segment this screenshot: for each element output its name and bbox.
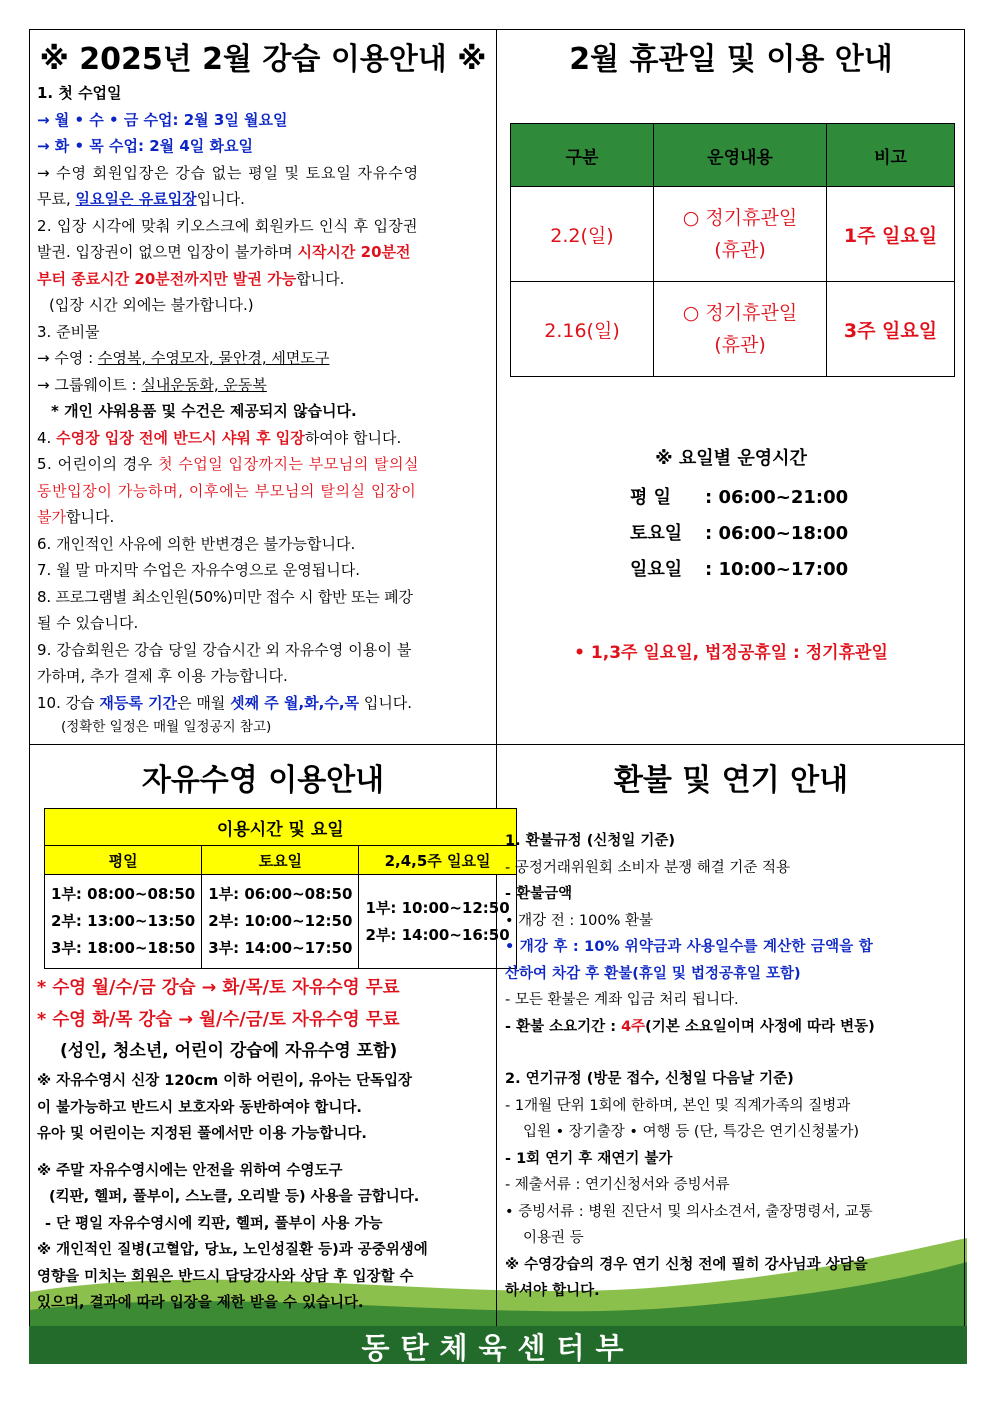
reregistration-days: 셋째 주 월,화,수,목 <box>230 693 360 712</box>
child-note-3 <box>37 504 489 531</box>
day: 토요일 <box>630 523 683 544</box>
text: • 개강 전 : 100% 환불 <box>505 912 653 929</box>
text: ※ 개인적인 질병(고혈압, 당뇨, 노인성질환 등)과 공중위생에 <box>37 1242 428 1258</box>
text: 4. <box>37 428 57 447</box>
free-swim-table <box>44 808 517 969</box>
text: 수영복, 수영모자, 물안경, 세면도구 <box>97 349 330 367</box>
refund-period-highlight: 4주 <box>621 1018 646 1035</box>
table-row <box>511 187 955 282</box>
text: - 1회 연기 후 재연기 불가 <box>505 1150 673 1167</box>
text: ※ 수영강습의 경우 연기 신청 전에 필히 강사님과 상담을 <box>505 1256 868 1273</box>
text: → 그룹웨이트 : <box>37 375 142 394</box>
text: 1부: 08:00~08:50 <box>51 885 196 903</box>
header-saturday: 토요일 <box>202 846 359 875</box>
closure-title: 2월 휴관일 및 이용 안내 <box>569 42 893 77</box>
text: 입원 • 장기출장 • 여행 등 (단, 특강은 연기신청불가) <box>523 1124 860 1140</box>
row-content <box>654 187 827 282</box>
child-note-2: 동반입장이 가능하며, 이후에는 부모님의 탈의실 입장이 <box>37 481 417 500</box>
text: - 단 평일 자유수영시에 킥판, 헬퍼, 풀부이 사용 가능 <box>45 1215 383 1232</box>
closure-table <box>510 123 955 377</box>
text: 발권. 입장권이 없으면 입장이 불가하며 <box>37 243 298 261</box>
supplies-weight <box>37 372 489 399</box>
child-highlight: 첫 수업일 입장까지는 부모님의 탈의실 <box>158 455 419 473</box>
kiosk-note: 2. 입장 시각에 맞춰 키오스크에 회원카드 인식 후 입장권 <box>37 216 418 235</box>
text: → 수영 : <box>37 349 98 367</box>
table-row <box>511 282 955 377</box>
text: (휴관) <box>714 334 766 356</box>
text: • 증빙서류 : 병원 진단서 및 의사소견서, 출장명령서, 교통 <box>505 1203 873 1220</box>
row-date: 2.16(일) <box>511 282 654 377</box>
towel-note: * 개인 샤워용품 및 수건은 제공되지 않습니다. <box>51 402 357 420</box>
mwf-first-class: → 월 • 수 • 금 수업: 2월 3일 월요일 <box>37 110 288 129</box>
free-swim-note: → 수영 회원입장은 강습 없는 평일 및 토요일 자유수영 <box>37 163 420 182</box>
text: 2부: 14:00~16:50 <box>365 925 510 944</box>
header-category: 구분 <box>511 124 654 187</box>
text: - 1개월 단위 1회에 한하며, 본인 및 직계가족의 질병과 <box>505 1097 851 1114</box>
text: 1부: 06:00~08:50 <box>208 885 353 903</box>
child-note <box>37 451 489 478</box>
closed-note: • 1,3주 일요일, 법정공휴일 : 정기휴관일 <box>574 643 888 663</box>
class-change-note: 6. 개인적인 사유에 의한 반변경은 불가능합니다. <box>37 534 356 553</box>
text: 입니다. <box>359 693 413 712</box>
table-title: 이용시간 및 요일 <box>45 809 517 846</box>
shower-highlight: 수영장 입장 전에 반드시 샤워 후 입장 <box>56 428 305 447</box>
reregistration-highlight: 재등록 기간 <box>99 693 178 712</box>
text: 하여야 합니다. <box>304 428 402 447</box>
row-date: 2.2(일) <box>511 187 654 282</box>
ticket-time-highlight-2: 부터 종료시간 20분전까지만 발권 가능 <box>37 269 297 288</box>
time: : 10:00~17:00 <box>705 559 849 580</box>
hours-row <box>630 552 848 588</box>
header-note: 비고 <box>827 124 955 187</box>
kiosk-note-3 <box>37 266 489 293</box>
horizontal-divider <box>29 744 965 745</box>
footer-bar <box>29 1326 967 1364</box>
postpone-heading: 2. 연기규정 (방문 접수, 신청일 다음날 기준) <box>505 1071 794 1087</box>
table-header <box>511 124 955 187</box>
text: * 수영 월/수/금 강습 → 화/목/토 자유수영 무료 <box>37 978 400 998</box>
hours-row <box>630 516 848 552</box>
schedule-note: (정확한 일정은 매월 일정공지 참고) <box>61 719 272 735</box>
time: : 06:00~18:00 <box>705 523 849 544</box>
hours-title: ※ 요일별 운영시간 <box>655 448 807 469</box>
hours-list <box>630 480 848 588</box>
text: ○ 정기휴관일 <box>682 207 798 229</box>
text: - 모든 환불은 계좌 입금 처리 됩니다. <box>505 992 739 1008</box>
text: - 환불금액 <box>505 886 573 902</box>
member-swim-note: 9. 강습회원은 강습 당일 강습시간 외 자유수영 이용이 불 <box>37 640 412 659</box>
free-swim-notes <box>37 1068 492 1317</box>
text: (휴관) <box>714 239 766 261</box>
text: ○ 정기휴관일 <box>682 302 798 324</box>
text: - 제출서류 : 연기신청서와 증빙서류 <box>505 1177 730 1193</box>
text: 은 매월 <box>177 693 231 712</box>
text: 2부: 13:00~13:50 <box>51 912 196 930</box>
sunday-times <box>359 875 516 969</box>
member-swim-note-2: 가하며, 추가 결제 후 이용 가능합니다. <box>37 667 288 685</box>
ticket-time-highlight: 시작시간 20분전 <box>297 243 411 261</box>
text: (킥판, 헬퍼, 풀부이, 스노클, 오리발 등) 사용을 금합니다. <box>49 1189 420 1205</box>
free-swim-rules <box>37 972 400 1036</box>
free-swim-title: 자유수영 이용안내 <box>141 763 385 798</box>
text: 합니다. <box>65 508 115 526</box>
text: 3부: 14:00~17:50 <box>208 939 353 957</box>
text: 하셔야 합니다. <box>505 1283 600 1299</box>
text: 유아 및 어린이는 지정된 풀에서만 이용 가능합니다. <box>37 1126 367 1142</box>
text: 3부: 18:00~18:50 <box>51 939 196 957</box>
first-class-heading: 1. 첫 수업일 <box>37 84 122 102</box>
header-sunday: 2,4,5주 일요일 <box>359 846 516 875</box>
day: 일요일 <box>630 559 683 580</box>
row-content <box>654 282 827 377</box>
free-swim-note-2 <box>37 186 489 213</box>
text: 이용권 등 <box>523 1230 584 1246</box>
time: : 06:00~21:00 <box>705 487 849 508</box>
refund-period <box>505 1014 961 1041</box>
text: 합니다. <box>296 269 345 288</box>
text: 영향을 미치는 회원은 반드시 담당강사와 상담 후 입장할 수 <box>37 1268 414 1285</box>
text: ※ 주말 자유수영시에는 안전을 위하여 수영도구 <box>37 1162 343 1179</box>
supplies-heading: 3. 준비물 <box>37 322 100 341</box>
month-end-note: 7. 월 말 마지막 수업은 자유수영으로 운영됩니다. <box>37 561 360 579</box>
lesson-guide-title: ※ 2025년 2월 강습 이용안내 ※ <box>39 42 487 77</box>
text: 있으며, 결과에 따라 입장을 제한 받을 수 있습니다. <box>37 1295 364 1311</box>
refund-after-start-2: 산하여 차감 후 환불(휴일 및 법정공휴일 포함) <box>505 965 801 982</box>
lesson-guide-body <box>37 80 489 738</box>
header-weekday: 평일 <box>45 846 202 875</box>
text: 불가 <box>37 508 66 526</box>
text: 이 불가능하고 반드시 보호자와 동반하여야 합니다. <box>37 1099 362 1116</box>
reregistration-note <box>37 690 489 717</box>
text: ※ 자유수영시 신장 120cm 이하 어린이, 유아는 단독입장 <box>37 1073 413 1089</box>
text: 2부: 10:00~12:50 <box>208 912 353 930</box>
tt-first-class: → 화 • 목 수업: 2월 4일 화요일 <box>37 137 253 155</box>
text: (기본 소요일이며 사정에 따라 변동) <box>645 1018 875 1035</box>
text: * 수영 화/목 강습 → 월/수/금/토 자유수영 무료 <box>37 1010 400 1030</box>
vertical-divider <box>496 29 497 1331</box>
header-content: 운영내용 <box>654 124 827 187</box>
row-note: 3주 일요일 <box>827 282 955 377</box>
supplies-swim <box>37 345 489 372</box>
text: 무료, <box>37 190 76 208</box>
free-swim-included: (성인, 청소년, 어린이 강습에 자유수영 포함) <box>60 1041 398 1061</box>
refund-heading: 1. 환불규정 (신청일 기준) <box>505 833 676 849</box>
row-note: 1주 일요일 <box>827 187 955 282</box>
minimum-note: 8. 프로그램별 최소인원(50%)미만 접수 시 합반 또는 폐강 <box>37 587 413 606</box>
refund-body <box>505 828 961 1305</box>
text: - 공정거래위원회 소비자 분쟁 해결 기준 적용 <box>505 859 791 876</box>
saturday-times <box>202 875 359 969</box>
refund-title: 환불 및 연기 안내 <box>613 763 849 798</box>
text: 1부: 10:00~12:50 <box>365 898 510 917</box>
shower-note <box>37 425 489 452</box>
minimum-note-2: 될 수 있습니다. <box>37 614 139 632</box>
refund-after-start: • 개강 후 : 10% 위약금과 사용일수를 계산한 금액을 합 <box>505 939 873 955</box>
entry-time-note: (입장 시간 외에는 불가합니다.) <box>49 296 254 314</box>
text: - 환불 소요기간 : <box>505 1018 622 1035</box>
day: 평 일 <box>630 487 672 508</box>
text: 10. 강습 <box>37 693 100 712</box>
text: 5. 어린이의 경우 <box>37 455 159 473</box>
kiosk-note-2 <box>37 239 489 266</box>
hours-row <box>630 480 848 516</box>
sunday-paid-highlight: 일요일은 유료입장 <box>75 190 197 208</box>
weekday-times <box>45 875 202 969</box>
text: 실내운동화, 운동복 <box>141 375 267 394</box>
text: 입니다. <box>196 190 245 208</box>
footer-org-name: 동탄체육센터부 <box>361 1331 635 1365</box>
